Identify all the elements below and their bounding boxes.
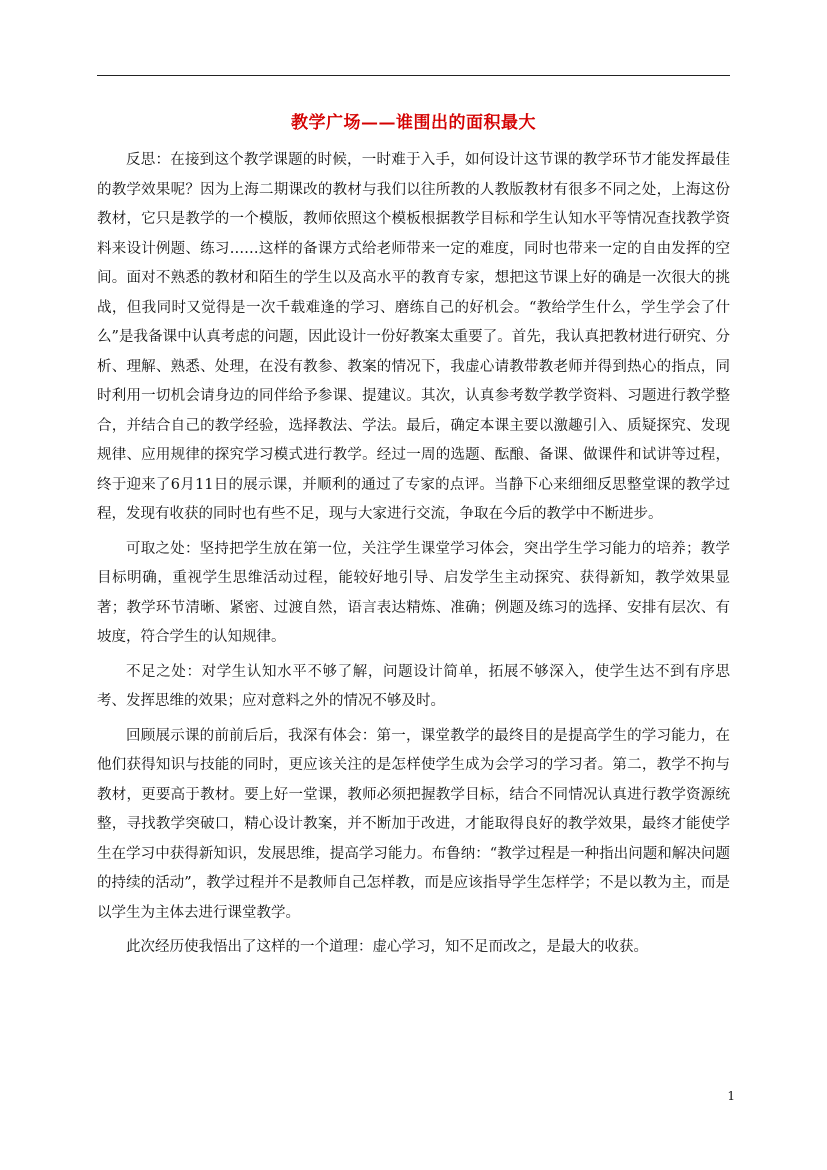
paragraph-conclusion: 此次经历使我悟出了这样的一个道理：虚心学习，知不足而改之，是最大的收获。 [126, 939, 648, 955]
document-body [97, 146, 730, 968]
page-number: 1 [727, 1089, 735, 1103]
paragraph-review: 回顾展示课的前前后后，我深有体会：第一，课堂教学的最终目的是提高学生的学习能力，在他们获得知识与技能的同时，更应该关注的是怎样使学生成为会学习的学习者。第二，教学不拘与教材，更要高于教材。要上好一堂课，教师必须把握教学目标，结合不同情况认真进行教学资源统整，寻找教学突破口，精心设计教案，并不断加于改进，才能取得良好的教学效果，最终才能使学生在学习中获得新知识，发展思维，提高学习能力。布鲁纳：“教学过程是一种指出问题和解决问题的持续的活动”，教学过程并不是教师自己怎样教，而是应该指导学生怎样学；不是以教为主，而是以学生为主体去进行课堂教学。 [97, 727, 730, 921]
paragraph-strengths: 可取之处：坚持把学生放在第一位，关注学生课堂学习体会，突出学生学习能力的培养；教学目标明确，重视学生思维活动过程，能较好地引导、启发学生主动探究、获得新知，教学效果显著；教学环节清晰、紧密、过渡自然，语言表达精炼、准确；例题及练习的选择、安排有层次、有坡度，符合学生的认知规律。 [97, 540, 730, 645]
header-rule [97, 75, 730, 76]
document-title: 教学广场——谁围出的面积最大 [291, 113, 536, 133]
paragraph-weaknesses: 不足之处：对学生认知水平不够了解，问题设计简单，拓展不够深入，使学生达不到有序思考、发挥思维的效果；应对意料之外的情况不够及时。 [97, 663, 730, 709]
paragraph-reflection: 反思：在接到这个教学课题的时候，一时难于入手，如何设计这节课的教学环节才能发挥最佳的教学效果呢？因为上海二期课改的教材与我们以往所教的人教版教材有很多不同之处，上海这份教材，它只是教学的一个模版，教师依照这个模板根据教学目标和学生认知水平等情况查找教学资料来设计例题、练习……这样的备课方式给老师带来一定的难度，同时也带来一定的自由发挥的空间。面对不熟悉的教材和陌生的学生以及高水平的教育专家，想把这节课上好的确是一次很大的挑战，但我同时又觉得是一次千载难逢的学习、磨练自己的好机会。“教给学生什么，学生学会了什么”是我备课中认真考虑的问题，因此设计一份好教案太重要了。首先，我认真把教材进行研究、分析、理解、熟悉、处理，在没有教参、教案的情况下，我虚心请教带教老师并得到热心的指点，同时利用一切机会请身边的同伴给予参课、提建议。其次，认真参考数学教学资料、习题进行教学整合，并结合自己的教学经验，选择教法、学法。最后，确定本课主要以激趣引入、质疑探究、发现规律、应用规律的探究学习模式进行教学。经过一周的选题、酝酿、备课、做课件和试讲等过程，终于迎来了6月11日的展示课，并顺利的通过了专家的点评。当静下心来细细反思整堂课的教学过程，发现有收获的同时也有些不足，现与大家进行交流，争取在今后的教学中不断进步。 [97, 152, 730, 522]
